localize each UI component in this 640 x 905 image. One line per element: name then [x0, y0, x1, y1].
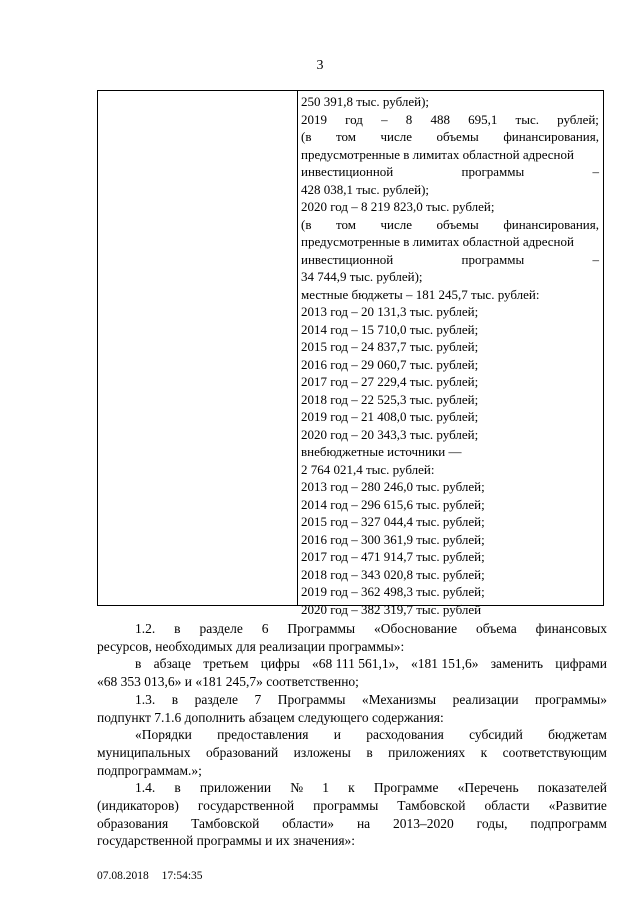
body-word: «68 111 561,1», [312, 656, 399, 672]
table-word: программы [461, 164, 525, 179]
table-word: объемы [436, 129, 479, 144]
table-word: 2020 год – 382 319,7 тыс. рублей [301, 601, 482, 617]
body-word: показателей [537, 780, 607, 796]
table-word: 2014 год – 296 615,6 тыс. рублей; [301, 496, 485, 512]
table-word: 2 764 021,4 тыс. рублей: [301, 461, 435, 477]
body-word: абзаце [153, 656, 191, 672]
body-word: «Порядки [135, 727, 192, 743]
table-line [301, 408, 599, 426]
table-word: 2020 год – 8 219 823,0 тыс. рублей; [301, 199, 495, 214]
body-word: подпрограммам.»; [97, 762, 202, 778]
body-word: годы, [476, 815, 508, 831]
table-word: 2019 год – 362 498,3 тыс. рублей; [301, 584, 485, 599]
body-word: цифры [260, 656, 300, 672]
table-word: 2013 год – 20 131,3 тыс. рублей; [301, 304, 479, 319]
table-line [301, 321, 599, 339]
table-line [301, 181, 599, 199]
table-word: числе [380, 129, 413, 144]
table-word: 428 038,1 тыс. рублей); [301, 181, 430, 197]
body-word: «Обоснование [374, 621, 458, 636]
table-line [301, 198, 599, 216]
body-word: Тамбовской [191, 815, 260, 831]
body-word: приложении [199, 780, 272, 796]
table-word: рублей; [557, 111, 599, 127]
body-word: соответствующим [502, 744, 607, 760]
table-word: 8 [405, 111, 413, 127]
body-word: 1.4. [135, 780, 156, 796]
body-word: предоставления [217, 727, 309, 743]
body-word: к [348, 780, 355, 796]
body-line [97, 797, 607, 815]
body-word: государственной программы и их значения»: [97, 833, 356, 849]
body-word: «Перечень [457, 780, 519, 796]
body-word: ресурсов, необходимых для реализации программы»: [97, 638, 405, 654]
table-line [301, 601, 599, 619]
table-line [301, 146, 599, 164]
body-word: «Механизмы [361, 691, 437, 707]
table-word: 2013 год – 280 246,0 тыс. рублей; [301, 479, 485, 494]
body-word: заменить [490, 656, 544, 672]
table-line [301, 426, 599, 444]
table-word: – [381, 111, 388, 127]
table-line [301, 443, 599, 461]
table-word: том [335, 216, 356, 232]
body-word: (индикаторов) [97, 798, 179, 814]
body-word: «181 151,6» [410, 656, 479, 672]
table-line [301, 286, 599, 304]
body-word: 1.2. [135, 621, 156, 636]
body-word: 6 [261, 621, 269, 636]
table-line [301, 391, 599, 409]
body-word: на [356, 815, 371, 831]
body-word: государственной [197, 798, 295, 814]
body-line [97, 832, 607, 850]
footer-date: 07.08.2018 [97, 870, 149, 882]
table-word: 2016 год – 300 361,9 тыс. рублей; [301, 531, 485, 547]
funding-table [97, 90, 604, 617]
body-word: финансовых [535, 621, 607, 636]
table-line [301, 478, 599, 496]
table-line [301, 531, 599, 549]
table-word: инвестиционной [301, 251, 394, 267]
body-word: в [366, 744, 373, 760]
table-word: числе [380, 216, 413, 232]
body-line [97, 620, 607, 638]
table-word: 2018 год – 343 020,8 тыс. рублей; [301, 566, 485, 582]
table-word: 2018 год – 22 525,3 тыс. рублей; [301, 391, 479, 407]
body-word: муниципальных [97, 744, 191, 760]
page-number: 3 [316, 58, 324, 73]
table-word: (в [301, 216, 312, 232]
body-line [97, 691, 607, 709]
footer-timestamp [97, 870, 213, 882]
table-line [301, 216, 599, 234]
body-word: 1.3. [135, 691, 156, 707]
table-line [301, 303, 599, 321]
body-word: приложениях [388, 744, 466, 760]
body-line [97, 638, 607, 656]
body-word: программы [313, 798, 379, 814]
table-word: 2019 [301, 111, 327, 127]
body-word: подпрограмм [530, 815, 607, 831]
table-line [301, 373, 599, 391]
table-word: 2020 год – 20 343,3 тыс. рублей; [301, 426, 479, 442]
body-word: № [290, 780, 304, 796]
table-word: предусмотренные в лимитах областной адресной [301, 146, 574, 162]
table-word: 2017 год – 27 229,4 тыс. рублей; [301, 374, 479, 389]
table-line [301, 338, 599, 356]
body-word: Программы [277, 691, 346, 707]
body-word: в [135, 656, 142, 672]
body-word: образований [205, 744, 279, 760]
table-word: местные бюджеты – 181 245,7 тыс. рублей: [301, 286, 540, 302]
table-line [301, 111, 599, 129]
body-line [97, 673, 607, 691]
table-line [301, 163, 599, 181]
table-word: 2014 год – 15 710,0 тыс. рублей; [301, 321, 479, 337]
body-word: «68 353 013,6» и «181 245,7» соответственно; [97, 674, 359, 690]
body-word: 2013–2020 [393, 815, 454, 831]
amendment-text [97, 620, 607, 850]
table-line [301, 268, 599, 286]
body-word: третьем [203, 656, 249, 672]
body-line [97, 655, 607, 673]
table-word: 2015 год – 24 837,7 тыс. рублей; [301, 339, 479, 354]
body-line [97, 779, 607, 797]
body-word: подпункт 7.1.6 дополнить абзацем следующего содержания: [97, 709, 444, 725]
table-word: 488 [430, 111, 450, 127]
body-word: цифрами [555, 656, 607, 672]
body-line [97, 709, 607, 727]
body-word: образования [97, 815, 169, 831]
table-word: 2015 год – 327 044,4 тыс. рублей; [301, 514, 485, 529]
body-word: объема [475, 621, 517, 636]
table-word: финансирования, [503, 129, 599, 144]
body-word: в [174, 621, 181, 636]
table-line [301, 496, 599, 514]
body-word: реализации [452, 691, 519, 707]
body-word: области [484, 798, 530, 814]
table-line [301, 93, 599, 111]
table-right-cell [301, 93, 599, 618]
body-word: к [480, 744, 488, 760]
table-word: инвестиционной [301, 164, 394, 179]
table-word: 695,1 [468, 111, 498, 127]
table-word: год [345, 111, 363, 127]
table-line [301, 513, 599, 531]
table-word: – [592, 251, 599, 267]
body-line [97, 815, 607, 833]
body-word: «Развитие [548, 798, 607, 814]
body-word: программы» [535, 691, 607, 707]
table-word: 2016 год – 29 060,7 тыс. рублей; [301, 356, 479, 372]
body-word: изложены [293, 744, 351, 760]
footer-time: 17:54:35 [161, 870, 203, 882]
body-word: 1 [322, 780, 329, 796]
table-word: объемы [436, 216, 479, 232]
table-line [301, 566, 599, 584]
body-word: Программы [287, 621, 356, 636]
table-word: внебюджетные источники — [301, 444, 462, 459]
table-word: программы [461, 251, 525, 267]
body-word: 7 [254, 691, 262, 707]
table-word: тыс. [515, 111, 539, 127]
table-word: 34 744,9 тыс. рублей); [301, 269, 423, 284]
body-word: и [333, 727, 341, 743]
body-word: области» [282, 815, 335, 831]
body-line [97, 762, 607, 780]
body-line [97, 726, 607, 744]
table-word: 2017 год – 471 914,7 тыс. рублей; [301, 549, 485, 564]
body-word: Тамбовской [397, 798, 466, 814]
table-word: предусмотренные в лимитах областной адресной [301, 234, 574, 249]
table-word: – [592, 164, 599, 179]
table-line [301, 461, 599, 479]
body-word: бюджетам [548, 727, 607, 743]
table-word: 2019 год – 21 408,0 тыс. рублей; [301, 409, 479, 424]
table-column-divider [297, 91, 298, 605]
table-line [301, 583, 599, 601]
body-word: в [174, 780, 181, 796]
body-word: разделе [199, 621, 243, 636]
table-word: том [335, 129, 356, 144]
body-word: Программе [373, 780, 439, 796]
table-line [301, 356, 599, 374]
body-word: расходования [366, 727, 444, 743]
table-line [301, 128, 599, 146]
table-word: 250 391,8 тыс. рублей); [301, 94, 430, 109]
body-word: разделе [194, 691, 239, 707]
table-line [301, 548, 599, 566]
table-line [301, 251, 599, 269]
table-line [301, 233, 599, 251]
body-word: субсидий [469, 727, 523, 743]
table-word: (в [301, 129, 312, 144]
body-word: в [171, 691, 179, 707]
table-word: финансирования, [503, 216, 599, 232]
body-line [97, 744, 607, 762]
